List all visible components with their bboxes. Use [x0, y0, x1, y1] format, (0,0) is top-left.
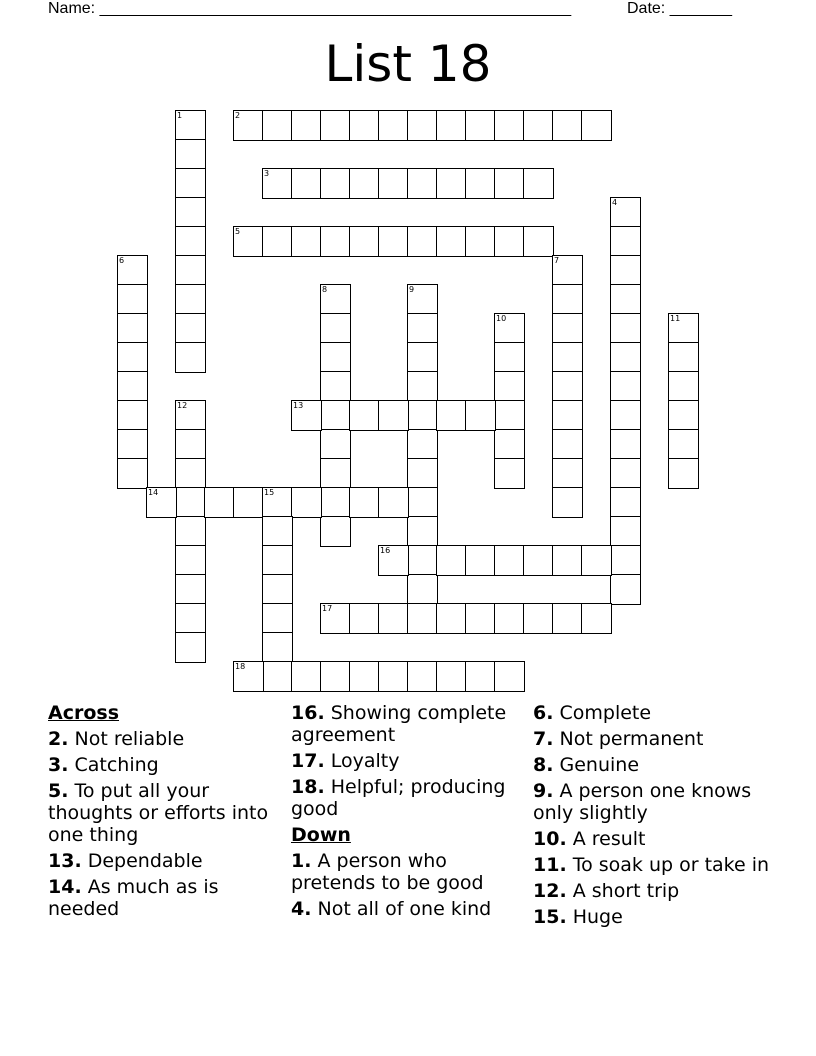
- clue-down-9: [533, 780, 773, 824]
- grid-cell[interactable]: [494, 110, 525, 141]
- grid-cell[interactable]: [407, 168, 438, 199]
- grid-cell[interactable]: [117, 284, 148, 315]
- grid-cell[interactable]: [262, 516, 293, 547]
- grid-cell[interactable]: [407, 284, 438, 315]
- grid-cell[interactable]: [494, 168, 525, 199]
- grid-cell[interactable]: [668, 429, 699, 460]
- grid-cell[interactable]: [262, 168, 293, 199]
- grid-cell[interactable]: [407, 516, 438, 547]
- grid-cell[interactable]: [175, 458, 206, 489]
- clue-across-3: [48, 754, 278, 776]
- grid-cell[interactable]: [407, 603, 438, 634]
- grid-cell[interactable]: [117, 371, 148, 402]
- clue-text: Complete: [559, 702, 652, 724]
- clue-text: A person one knows only slightly: [533, 780, 752, 824]
- grid-cell[interactable]: [581, 603, 612, 634]
- grid-cell[interactable]: [175, 545, 206, 576]
- grid-cell[interactable]: [494, 661, 525, 692]
- grid-cell[interactable]: [262, 110, 293, 141]
- grid-cell[interactable]: [262, 487, 293, 518]
- grid-cell[interactable]: [407, 342, 438, 373]
- grid-cell[interactable]: [523, 226, 554, 257]
- clue-text: A result: [572, 828, 646, 850]
- name-field: Name: _____________________________________________________: [48, 0, 572, 17]
- grid-cell[interactable]: [407, 400, 438, 431]
- clue-across-18: [291, 776, 521, 820]
- clue-across-13: [48, 850, 278, 872]
- grid-cell[interactable]: [610, 226, 641, 257]
- grid-cell[interactable]: [465, 603, 496, 634]
- cell-number: 9: [409, 285, 415, 294]
- clue-across-5: [48, 780, 278, 846]
- grid-cell[interactable]: [378, 661, 409, 692]
- clue-number: 2.: [48, 728, 69, 750]
- cell-number: 12: [177, 401, 188, 410]
- grid-cell[interactable]: [175, 197, 206, 228]
- clue-text: As much as is needed: [48, 876, 219, 920]
- clue-number: 3.: [48, 754, 69, 776]
- grid-cell[interactable]: [175, 400, 206, 431]
- clue-text: To soak up or take in: [572, 854, 770, 876]
- grid-cell[interactable]: [465, 168, 496, 199]
- grid-cell[interactable]: [610, 458, 641, 489]
- grid-cell[interactable]: [291, 487, 322, 518]
- grid-cell[interactable]: [175, 603, 206, 634]
- grid-cell[interactable]: [146, 487, 177, 518]
- grid-cell[interactable]: [320, 313, 351, 344]
- cell-number: 16: [380, 546, 391, 555]
- clue-down-6: [533, 702, 773, 724]
- cell-number: 17: [322, 604, 333, 613]
- clue-text: Huge: [572, 906, 623, 928]
- clue-number: 1.: [291, 850, 312, 872]
- clue-number: 14.: [48, 876, 82, 898]
- grid-cell[interactable]: [262, 632, 293, 663]
- grid-cell[interactable]: [233, 487, 264, 518]
- clue-number: 16.: [291, 702, 325, 724]
- grid-cell[interactable]: [407, 458, 438, 489]
- grid-cell[interactable]: [407, 110, 438, 141]
- grid-cell[interactable]: [494, 226, 525, 257]
- grid-cell[interactable]: [175, 632, 206, 663]
- grid-cell[interactable]: [175, 487, 206, 518]
- grid-cell[interactable]: [523, 110, 554, 141]
- grid-cell[interactable]: [552, 371, 583, 402]
- grid-cell[interactable]: [378, 168, 409, 199]
- clue-down-10: [533, 828, 773, 850]
- grid-cell[interactable]: [233, 110, 264, 141]
- grid-cell[interactable]: [494, 313, 525, 344]
- grid-cell[interactable]: [668, 313, 699, 344]
- grid-cell[interactable]: [552, 429, 583, 460]
- grid-cell[interactable]: [610, 342, 641, 373]
- grid-cell[interactable]: [291, 661, 322, 692]
- across-heading: Across: [48, 702, 120, 724]
- grid-cell[interactable]: [262, 661, 293, 692]
- grid-cell[interactable]: [552, 458, 583, 489]
- cell-number: 5: [235, 227, 241, 236]
- grid-cell[interactable]: [610, 545, 641, 576]
- grid-cell[interactable]: [436, 110, 467, 141]
- page-title: List 18: [324, 35, 492, 93]
- grid-cell[interactable]: [117, 400, 148, 431]
- grid-cell[interactable]: [407, 661, 438, 692]
- clue-down-1: [291, 850, 521, 894]
- grid-cell[interactable]: [291, 110, 322, 141]
- grid-cell[interactable]: [668, 400, 699, 431]
- grid-cell[interactable]: [668, 458, 699, 489]
- clue-text: Genuine: [559, 754, 640, 776]
- grid-cell[interactable]: [668, 342, 699, 373]
- clue-across-16: [291, 702, 521, 746]
- grid-cell[interactable]: [552, 400, 583, 431]
- grid-cell[interactable]: [436, 545, 467, 576]
- grid-cell[interactable]: [117, 458, 148, 489]
- grid-cell[interactable]: [552, 545, 583, 576]
- grid-cell[interactable]: [349, 603, 380, 634]
- grid-cell[interactable]: [349, 168, 380, 199]
- grid-cell[interactable]: [436, 168, 467, 199]
- clue-across-2: [48, 728, 278, 750]
- grid-cell[interactable]: [610, 371, 641, 402]
- grid-cell[interactable]: [349, 487, 380, 518]
- grid-cell[interactable]: [610, 284, 641, 315]
- grid-cell[interactable]: [552, 110, 583, 141]
- grid-cell[interactable]: [552, 284, 583, 315]
- clue-across-14: [48, 876, 278, 920]
- grid-cell[interactable]: [291, 400, 322, 431]
- grid-cell[interactable]: [175, 255, 206, 286]
- grid-cell[interactable]: [175, 313, 206, 344]
- clue-number: 5.: [48, 780, 69, 802]
- grid-cell[interactable]: [378, 603, 409, 634]
- grid-cell[interactable]: [407, 429, 438, 460]
- grid-cell[interactable]: [523, 168, 554, 199]
- grid-cell[interactable]: [552, 487, 583, 518]
- clue-text: Showing complete agreement: [291, 702, 507, 746]
- grid-cell[interactable]: [320, 458, 351, 489]
- grid-cell[interactable]: [204, 487, 235, 518]
- grid-cell[interactable]: [320, 429, 351, 460]
- clue-text: Not reliable: [74, 728, 185, 750]
- clue-number: 17.: [291, 750, 325, 772]
- grid-cell[interactable]: [436, 603, 467, 634]
- cell-number: 3: [264, 169, 270, 178]
- grid-cell[interactable]: [465, 400, 496, 431]
- grid-cell[interactable]: [407, 371, 438, 402]
- grid-cell[interactable]: [320, 400, 351, 431]
- grid-cell[interactable]: [349, 400, 380, 431]
- grid-cell[interactable]: [175, 226, 206, 257]
- clue-number: 8.: [533, 754, 554, 776]
- grid-cell[interactable]: [378, 487, 409, 518]
- grid-cell[interactable]: [610, 400, 641, 431]
- grid-cell[interactable]: [117, 255, 148, 286]
- grid-cell[interactable]: [494, 545, 525, 576]
- clue-number: 13.: [48, 850, 82, 872]
- clue-number: 7.: [533, 728, 554, 750]
- grid-cell[interactable]: [349, 661, 380, 692]
- clue-text: Helpful; producing good: [291, 776, 506, 820]
- clue-text: Not all of one kind: [317, 898, 492, 920]
- clue-number: 9.: [533, 780, 554, 802]
- cell-number: 4: [612, 198, 618, 207]
- grid-cell[interactable]: [465, 661, 496, 692]
- grid-cell[interactable]: [117, 342, 148, 373]
- grid-cell[interactable]: [117, 313, 148, 344]
- cell-number: 15: [264, 488, 275, 497]
- grid-cell[interactable]: [320, 487, 351, 518]
- grid-cell[interactable]: [610, 487, 641, 518]
- grid-cell[interactable]: [523, 545, 554, 576]
- clue-number: 15.: [533, 906, 567, 928]
- clue-down-15: [533, 906, 773, 928]
- grid-cell[interactable]: [291, 168, 322, 199]
- grid-cell[interactable]: [407, 226, 438, 257]
- clue-down-7: [533, 728, 773, 750]
- clue-down-4: [291, 898, 521, 920]
- grid-cell[interactable]: [175, 342, 206, 373]
- grid-cell[interactable]: [320, 516, 351, 547]
- grid-cell[interactable]: [407, 487, 438, 518]
- grid-cell[interactable]: [117, 429, 148, 460]
- clue-number: 10.: [533, 828, 567, 850]
- clue-number: 6.: [533, 702, 554, 724]
- clue-text: Loyalty: [330, 750, 400, 772]
- grid-cell[interactable]: [175, 110, 206, 141]
- grid-cell[interactable]: [494, 400, 525, 431]
- grid-cell[interactable]: [175, 284, 206, 315]
- grid-cell[interactable]: [175, 574, 206, 605]
- grid-cell[interactable]: [581, 545, 612, 576]
- cell-number: 10: [496, 314, 507, 323]
- grid-cell[interactable]: [320, 284, 351, 315]
- down-heading: Down: [291, 824, 351, 846]
- grid-cell[interactable]: [465, 226, 496, 257]
- grid-cell[interactable]: [175, 516, 206, 547]
- grid-cell[interactable]: [320, 342, 351, 373]
- grid-cell[interactable]: [552, 255, 583, 286]
- grid-cell[interactable]: [494, 603, 525, 634]
- cell-number: 14: [148, 488, 159, 497]
- cell-number: 18: [235, 662, 246, 671]
- cell-number: 6: [119, 256, 125, 265]
- clue-text: A short trip: [572, 880, 680, 902]
- grid-cell[interactable]: [320, 371, 351, 402]
- clues-column-2: [291, 702, 521, 924]
- grid-cell[interactable]: [407, 545, 438, 576]
- cell-number: 13: [293, 401, 304, 410]
- grid-cell[interactable]: [320, 168, 351, 199]
- grid-cell[interactable]: [552, 342, 583, 373]
- grid-cell[interactable]: [320, 110, 351, 141]
- grid-cell[interactable]: [320, 226, 351, 257]
- grid-cell[interactable]: [320, 661, 351, 692]
- grid-cell[interactable]: [552, 313, 583, 344]
- grid-cell[interactable]: [610, 516, 641, 547]
- grid-cell[interactable]: [494, 371, 525, 402]
- grid-cell[interactable]: [465, 110, 496, 141]
- clue-number: 4.: [291, 898, 312, 920]
- clues-column-1: [48, 702, 278, 924]
- clue-text: To put all your thoughts or efforts into one thing: [48, 780, 269, 846]
- grid-cell[interactable]: [378, 545, 409, 576]
- grid-cell[interactable]: [610, 255, 641, 286]
- grid-cell[interactable]: [552, 603, 583, 634]
- grid-cell[interactable]: [175, 168, 206, 199]
- grid-cell[interactable]: [494, 342, 525, 373]
- grid-cell[interactable]: [320, 603, 351, 634]
- cell-number: 7: [554, 256, 560, 265]
- grid-cell[interactable]: [407, 574, 438, 605]
- clue-text: A person who pretends to be good: [291, 850, 484, 894]
- clue-down-8: [533, 754, 773, 776]
- cell-number: 2: [235, 111, 241, 120]
- grid-cell[interactable]: [610, 197, 641, 228]
- clue-number: 12.: [533, 880, 567, 902]
- grid-cell[interactable]: [436, 661, 467, 692]
- grid-cell[interactable]: [668, 371, 699, 402]
- grid-cell[interactable]: [378, 400, 409, 431]
- grid-cell[interactable]: [262, 545, 293, 576]
- date-field: Date: _______: [627, 0, 732, 17]
- grid-cell[interactable]: [465, 545, 496, 576]
- clue-across-17: [291, 750, 521, 772]
- grid-cell[interactable]: [262, 226, 293, 257]
- grid-cell[interactable]: [610, 574, 641, 605]
- clue-down-11: [533, 854, 773, 876]
- grid-cell[interactable]: [523, 603, 554, 634]
- grid-cell[interactable]: [233, 661, 264, 692]
- grid-cell[interactable]: [349, 110, 380, 141]
- grid-cell[interactable]: [262, 603, 293, 634]
- grid-cell[interactable]: [436, 400, 467, 431]
- grid-cell[interactable]: [581, 110, 612, 141]
- clue-number: 11.: [533, 854, 567, 876]
- cell-number: 11: [670, 314, 681, 323]
- grid-cell[interactable]: [378, 226, 409, 257]
- grid-cell[interactable]: [494, 429, 525, 460]
- grid-cell[interactable]: [262, 574, 293, 605]
- grid-cell[interactable]: [175, 139, 206, 170]
- grid-cell[interactable]: [436, 226, 467, 257]
- grid-cell[interactable]: [610, 313, 641, 344]
- grid-cell[interactable]: [494, 458, 525, 489]
- clue-text: Catching: [74, 754, 159, 776]
- grid-cell[interactable]: [175, 429, 206, 460]
- clues-column-3: [533, 702, 773, 932]
- cell-number: 1: [177, 111, 183, 120]
- cell-number: 8: [322, 285, 328, 294]
- grid-cell[interactable]: [233, 226, 264, 257]
- grid-cell[interactable]: [291, 226, 322, 257]
- grid-cell[interactable]: [610, 429, 641, 460]
- clue-down-12: [533, 880, 773, 902]
- clue-number: 18.: [291, 776, 325, 798]
- grid-cell[interactable]: [378, 110, 409, 141]
- clue-text: Not permanent: [559, 728, 704, 750]
- clue-text: Dependable: [87, 850, 203, 872]
- grid-cell[interactable]: [349, 226, 380, 257]
- grid-cell[interactable]: [407, 313, 438, 344]
